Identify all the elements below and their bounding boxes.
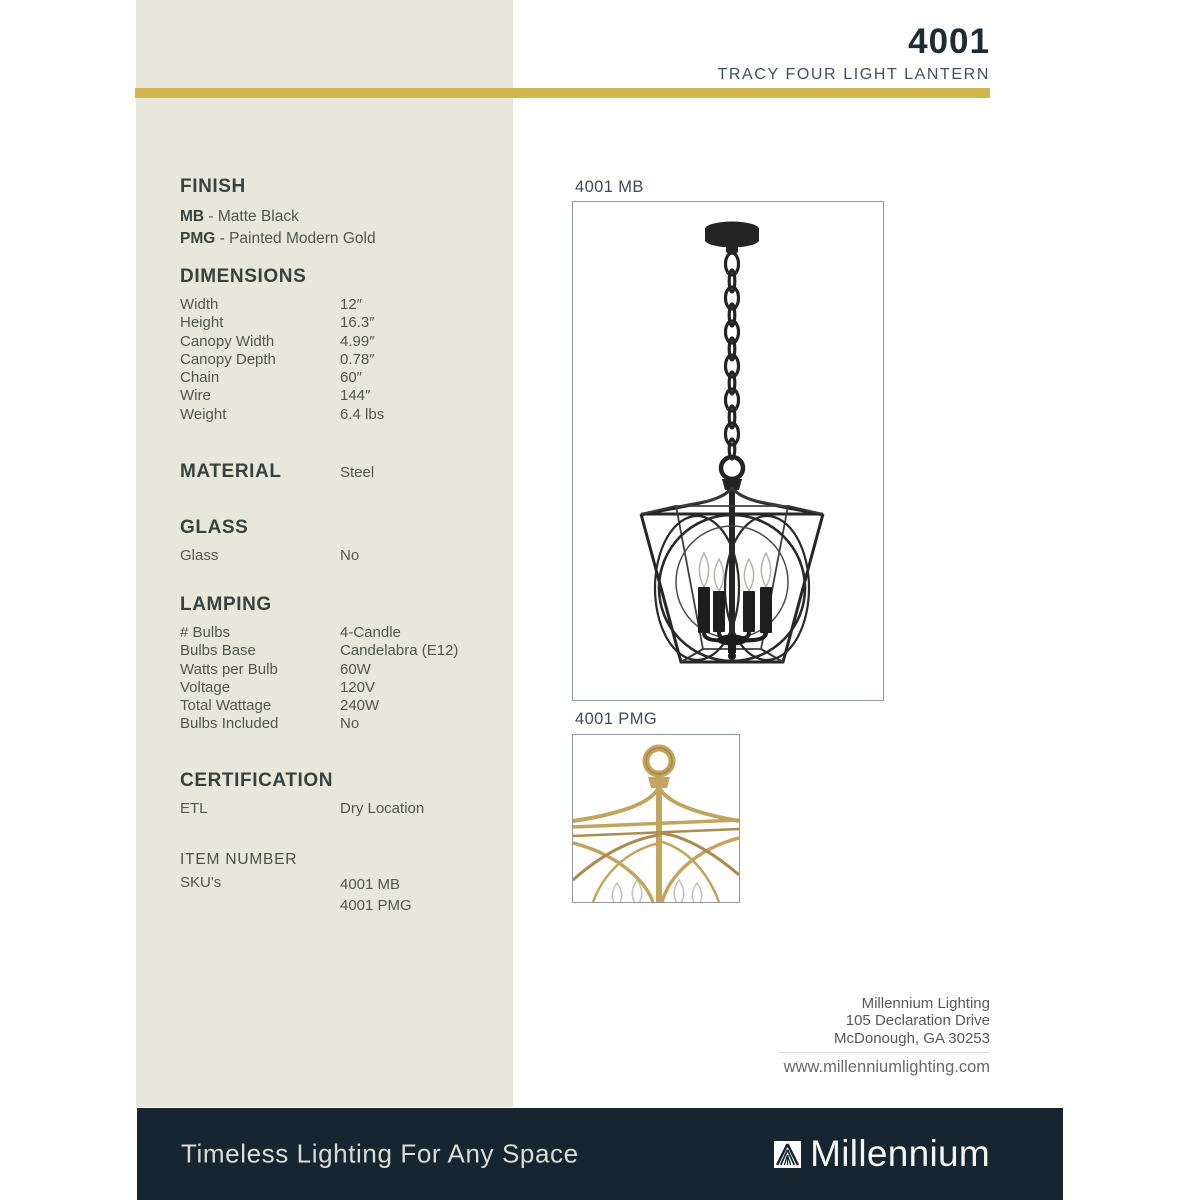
spec-value: No: [340, 547, 360, 564]
spec-value: 144″: [340, 387, 371, 405]
sheet-header: [717, 24, 990, 84]
product-title: TRACY FOUR LIGHT LANTERN: [717, 66, 990, 83]
sku-values: [340, 874, 412, 916]
section-dimensions: [180, 266, 512, 424]
spec-row: [180, 642, 512, 660]
spec-label: Voltage: [180, 678, 231, 696]
product-photo-mb: [572, 201, 884, 701]
spec-label: Height: [180, 314, 224, 332]
main-image-label: 4001 MB: [575, 178, 644, 196]
lantern-illustration-gold-detail: [573, 735, 739, 902]
brand-wordmark: Millennium: [810, 1133, 990, 1174]
brand-logo: [774, 1133, 990, 1175]
spec-row: [180, 406, 512, 424]
glass-heading: GLASS: [180, 517, 249, 538]
spec-row: [180, 296, 512, 314]
spec-label: Glass: [180, 547, 219, 564]
spec-value: 0.78″: [340, 350, 375, 368]
spec-label: Canopy Width: [180, 332, 275, 350]
spec-label: Width: [180, 296, 219, 313]
model-number: 4001: [908, 22, 990, 61]
material-value: Steel: [340, 464, 375, 481]
spec-value: 120V: [340, 678, 376, 696]
lamping-heading: LAMPING: [180, 594, 272, 615]
finish-heading: FINISH: [180, 176, 246, 197]
spec-value: 4-Candle: [340, 624, 401, 641]
spec-row: [180, 715, 512, 733]
spec-label: Weight: [180, 405, 227, 423]
contact-divider: [778, 1052, 990, 1053]
spec-label: Chain: [180, 369, 220, 387]
item-number-heading: ITEM NUMBER: [180, 851, 298, 868]
sku-row: [180, 874, 512, 916]
section-material: [180, 461, 512, 483]
lantern-illustration-matte-black: [573, 202, 883, 700]
sku-value: 4001 PMG: [340, 897, 412, 914]
finish-sep: -: [215, 229, 230, 247]
spec-value: No: [340, 715, 360, 733]
tagline: Timeless Lighting For Any Space: [181, 1138, 579, 1169]
certification-heading: CERTIFICATION: [180, 770, 334, 791]
spec-label: Wire: [180, 387, 211, 405]
spec-label: Bulbs Base: [180, 642, 256, 660]
spec-row: [180, 387, 512, 405]
spec-row: [180, 679, 512, 697]
finish-code: MB: [180, 208, 205, 225]
spec-row: [180, 800, 512, 818]
finish-item: [180, 228, 512, 250]
finish-name: Matte Black: [217, 208, 299, 225]
spec-value: Candelabra (E12): [340, 642, 459, 660]
section-glass: [180, 517, 512, 565]
spec-value: 60W: [340, 660, 371, 678]
finish-code: PMG: [180, 229, 216, 247]
sku-label: SKU's: [180, 874, 222, 891]
material-row: [180, 461, 512, 483]
address-line2: McDonough, GA 30253: [834, 1029, 990, 1047]
sku-value: 4001 MB: [340, 876, 401, 893]
spec-value: 16.3″: [340, 314, 375, 332]
spec-row: [180, 697, 512, 715]
section-lamping: [180, 594, 512, 734]
section-certification: [180, 770, 512, 818]
finish-item: [180, 206, 512, 228]
spec-label: # Bulbs: [180, 624, 231, 641]
spec-label: Bulbs Included: [180, 715, 279, 733]
website-url: www.millenniumlighting.com: [783, 1058, 990, 1077]
millennium-logo-icon: [774, 1141, 801, 1168]
finish-sep: -: [204, 208, 218, 225]
section-item-number: [180, 851, 512, 916]
finish-name: Painted Modern Gold: [229, 229, 376, 247]
spec-label: Total Wattage: [180, 697, 272, 715]
spec-value: Dry Location: [340, 800, 425, 817]
company-name: Millennium Lighting: [861, 995, 990, 1012]
material-heading: MATERIAL: [180, 461, 282, 482]
spec-value: 240W: [340, 697, 380, 715]
spec-label: Watts per Bulb: [180, 660, 278, 678]
address-line1: 105 Declaration Drive: [845, 1012, 990, 1030]
spec-row: [180, 351, 512, 369]
spec-value: 4.99″: [340, 332, 375, 350]
spec-row: [180, 369, 512, 387]
spec-label: ETL: [180, 800, 208, 817]
spec-row: [180, 547, 512, 565]
detail-image-label: 4001 PMG: [575, 710, 658, 728]
section-finish: [180, 176, 512, 249]
spec-row: [180, 333, 512, 351]
spec-label: Canopy Depth: [180, 350, 276, 368]
spec-value: 60″: [340, 369, 362, 387]
dimensions-heading: DIMENSIONS: [180, 266, 307, 287]
spec-row: [180, 314, 512, 332]
spec-row: [180, 624, 512, 642]
spec-value: 12″: [340, 296, 362, 313]
product-photo-pmg: [572, 734, 740, 903]
contact-block: [778, 995, 990, 1077]
spec-row: [180, 661, 512, 679]
spec-value: 6.4 lbs: [340, 405, 385, 423]
gold-accent-bar: [135, 88, 990, 98]
footer-banner: [137, 1108, 1063, 1200]
